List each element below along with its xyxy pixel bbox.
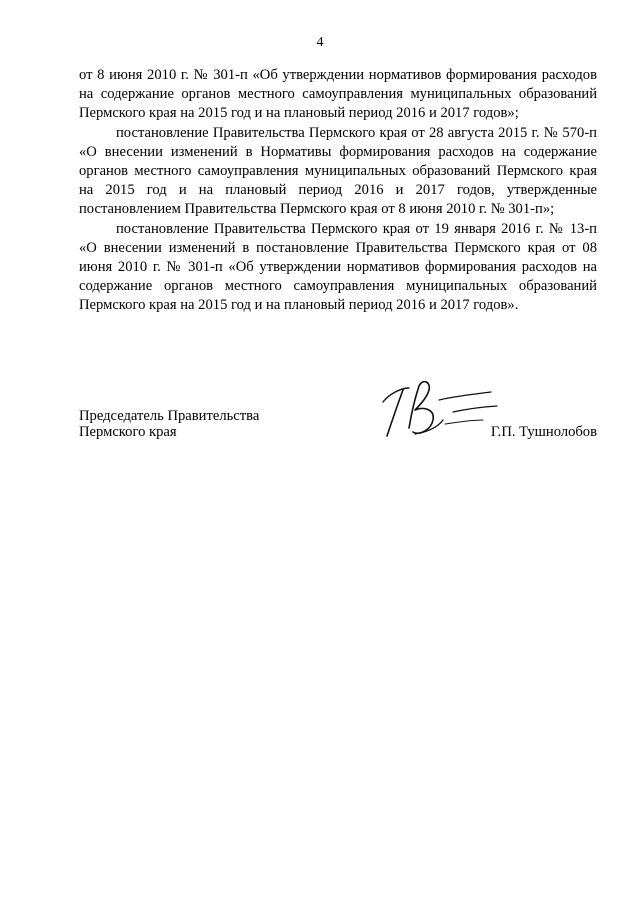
document-body <box>79 66 597 316</box>
page-number: 4 <box>316 35 324 50</box>
signatory-title-line2: Пермского края <box>79 424 177 440</box>
paragraph-resolution-13: постановление Правительства Пермского края от 19 января 2016 г. № 13-п «О внесении изменений в постановление Правительства Пермского края от 08 июня 2010 г. № 301-п «Об утверждении нормативов формирования расходов на содержание органов местного самоуправления муниципальных образований Пермского края на 2015 год и на плановый период 2016 и 2017 годов». <box>79 220 597 314</box>
signatory-title-line1: Председатель Правительства <box>79 408 260 424</box>
signatory-name: Г.П. Тушнолобов <box>490 424 597 440</box>
signature-block <box>79 408 597 448</box>
paragraph-resolution-570: постановление Правительства Пермского края от 28 августа 2015 г. № 570-п «О внесении изменений в Нормативы формирования расходов на содержание органов местного самоуправления муниципальных образований Пермского края на 2015 год и на плановый период 2016 и 2017 годов, утвержденные постановлением Правительства Пермского края от 8 июня 2010 г. № 301-п»; <box>79 124 597 218</box>
signatory-title <box>79 408 259 440</box>
paragraph-continuation: от 8 июня 2010 г. № 301-п «Об утверждении нормативов формирования расходов на содержание органов местного самоуправления муниципальных образований Пермского края на 2015 год и на плановый период 2016 и 2017 годов»; <box>79 67 597 122</box>
